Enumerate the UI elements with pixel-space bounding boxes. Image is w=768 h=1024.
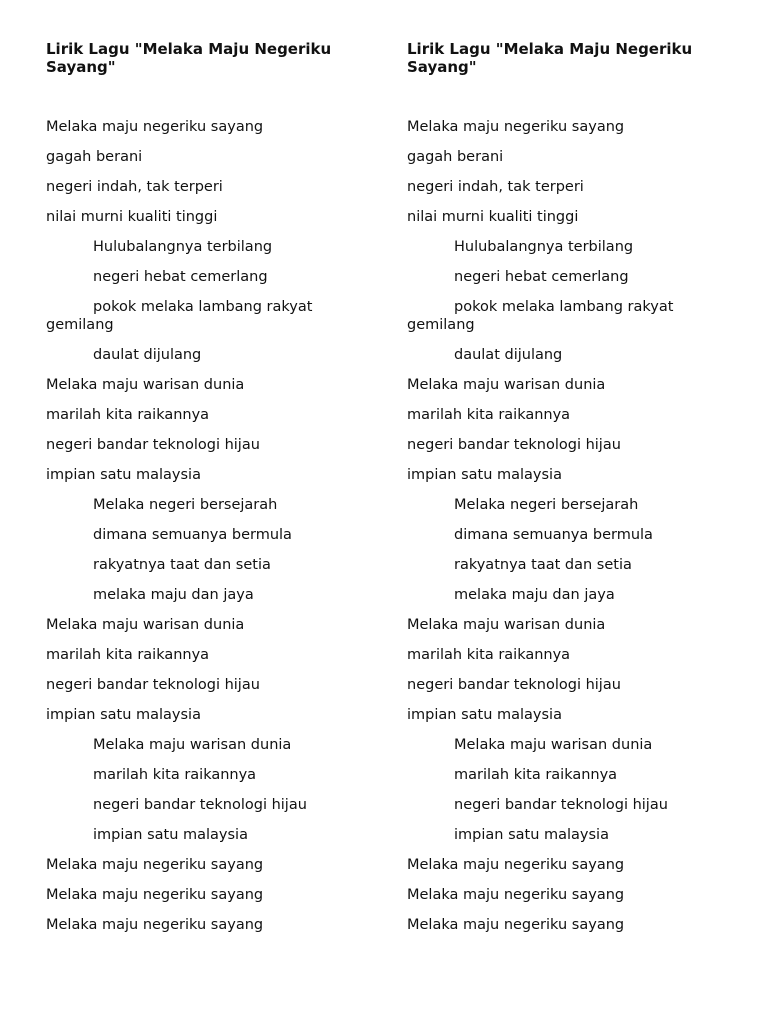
lyric-line: impian satu malaysia xyxy=(46,707,201,723)
lyric-line: Melaka maju negeriku sayang xyxy=(407,917,625,933)
lyric-line: dimana semuanya bermula xyxy=(454,527,653,543)
page-title: Lirik Lagu "Melaka Maju Negeriku Sayang" xyxy=(407,40,693,76)
lyric-line: negeri bandar teknologi hijau xyxy=(93,797,307,813)
lyric-line: marilah kita raikannya xyxy=(454,767,618,783)
lyric-line: negeri indah, tak terperi xyxy=(46,179,223,195)
lyric-line: impian satu malaysia xyxy=(454,827,609,843)
lyric-line: marilah kita raikannya xyxy=(407,407,571,423)
lyric-line: rakyatnya taat dan setia xyxy=(454,557,632,573)
lyrics-column-right xyxy=(407,40,727,946)
lyric-line: nilai murni kualiti tinggi xyxy=(407,209,579,225)
lyric-line: marilah kita raikannya xyxy=(407,647,571,663)
lyric-line: Melaka negeri bersejarah xyxy=(454,497,639,513)
lyric-line: melaka maju dan jaya xyxy=(93,587,254,603)
lyric-line: negeri bandar teknologi hijau xyxy=(454,797,668,813)
lyrics-lines xyxy=(407,118,727,934)
lyric-line: negeri indah, tak terperi xyxy=(407,179,584,195)
lyric-line: Melaka negeri bersejarah xyxy=(93,497,278,513)
lyric-line: Melaka maju negeriku sayang xyxy=(407,857,625,873)
lyric-line: negeri bandar teknologi hijau xyxy=(407,437,621,453)
lyric-line: impian satu malaysia xyxy=(407,467,562,483)
lyric-line: impian satu malaysia xyxy=(46,467,201,483)
lyric-line: impian satu malaysia xyxy=(93,827,248,843)
lyric-line: rakyatnya taat dan setia xyxy=(93,557,271,573)
lyric-line: Melaka maju warisan dunia xyxy=(46,377,245,393)
lyric-line: impian satu malaysia xyxy=(407,707,562,723)
lyric-line: negeri hebat cemerlang xyxy=(454,269,629,285)
lyric-line: gagah berani xyxy=(46,149,143,165)
lyric-line: nilai murni kualiti tinggi xyxy=(46,209,218,225)
lyric-line: Hulubalangnya terbilang xyxy=(93,239,273,255)
lyric-line: Melaka maju warisan dunia xyxy=(407,377,606,393)
lyric-line: Melaka maju negeriku sayang xyxy=(407,119,625,135)
lyric-line: Melaka maju negeriku sayang xyxy=(46,119,264,135)
lyric-line: dimana semuanya bermula xyxy=(93,527,292,543)
lyric-line: Hulubalangnya terbilang xyxy=(454,239,634,255)
lyric-line: Melaka maju negeriku sayang xyxy=(46,917,264,933)
lyric-line: marilah kita raikannya xyxy=(46,407,210,423)
lyric-line: marilah kita raikannya xyxy=(46,647,210,663)
lyric-line: negeri bandar teknologi hijau xyxy=(46,677,260,693)
lyric-line: gagah berani xyxy=(407,149,504,165)
page-title: Lirik Lagu "Melaka Maju Negeriku Sayang" xyxy=(46,40,332,76)
lyric-line: Melaka maju negeriku sayang xyxy=(407,887,625,903)
lyrics-lines xyxy=(46,118,366,934)
lyric-line: daulat dijulang xyxy=(93,347,202,363)
lyric-line: negeri bandar teknologi hijau xyxy=(407,677,621,693)
lyric-line: Melaka maju warisan dunia xyxy=(46,617,245,633)
lyric-line: daulat dijulang xyxy=(454,347,563,363)
lyric-line: melaka maju dan jaya xyxy=(454,587,615,603)
lyric-line: Melaka maju warisan dunia xyxy=(93,737,292,753)
lyric-line: pokok melaka lambang rakyat gemilang xyxy=(407,299,674,333)
lyric-line: Melaka maju warisan dunia xyxy=(454,737,653,753)
lyric-line: marilah kita raikannya xyxy=(93,767,257,783)
lyric-line: negeri hebat cemerlang xyxy=(93,269,268,285)
lyric-line: negeri bandar teknologi hijau xyxy=(46,437,260,453)
lyrics-column-left xyxy=(46,40,366,946)
lyric-line: Melaka maju negeriku sayang xyxy=(46,887,264,903)
lyric-line: pokok melaka lambang rakyat gemilang xyxy=(46,299,313,333)
lyric-line: Melaka maju negeriku sayang xyxy=(46,857,264,873)
lyric-line: Melaka maju warisan dunia xyxy=(407,617,606,633)
